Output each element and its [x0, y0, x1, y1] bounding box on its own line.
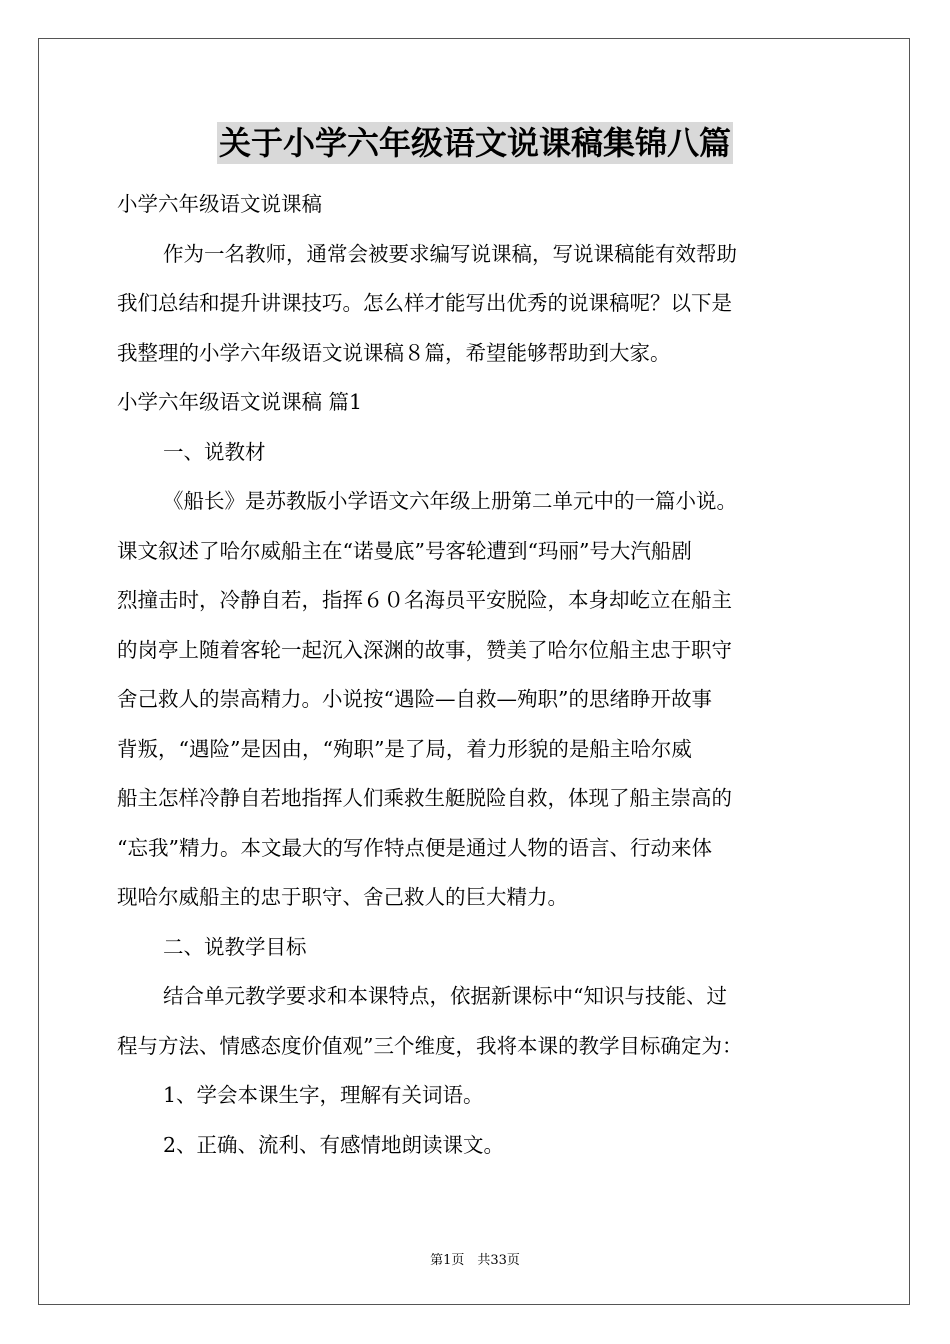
subheading: 一、说教材	[163, 439, 266, 464]
title-container	[0, 122, 950, 164]
paragraph-line: 结合单元教学要求和本课特点，依据新课标中“知识与技能、过	[163, 984, 727, 1008]
paragraph-line: 舍己救人的崇高精力。小说按“遇险—自救—殉职”的思绪睁开故事	[117, 687, 712, 711]
paragraph-line: 的岗亭上随着客轮一起沉入深渊的故事，赞美了哈尔位船主忠于职守	[117, 637, 732, 662]
paragraph-line: 程与方法、情感态度价值观”三个维度，我将本课的教学目标确定为：	[117, 1033, 743, 1058]
section-heading: 小学六年级语文说课稿	[117, 192, 322, 216]
list-item: 2、正确、流利、有感情地朗读课文。	[163, 1132, 505, 1157]
subheading: 二、说教学目标	[163, 934, 307, 959]
section-heading: 小学六年级语文说课稿 篇1	[117, 390, 363, 414]
paragraph-line: 作为一名教师，通常会被要求编写说课稿，写说课稿能有效帮助	[163, 241, 737, 266]
document-title: 关于小学六年级语文说课稿集锦八篇	[218, 124, 731, 162]
paragraph-line: 背叛，“遇险”是因由，“殉职”是了局，着力形貌的是船主哈尔威	[117, 736, 692, 761]
paragraph-line: “忘我”精力。本文最大的写作特点便是通过人物的语言、行动来体	[117, 835, 712, 860]
paragraph-line: 烈撞击时，冷静自若，指挥６０名海员平安脱险，本身却屹立在船主	[117, 588, 732, 612]
list-item: 1、学会本课生字，理解有关词语。	[163, 1083, 484, 1107]
document-body	[117, 180, 833, 1170]
paragraph-line: 课文叙述了哈尔威船主在“诺曼底”号客轮遭到“玛丽”号大汽船剧	[117, 538, 692, 563]
page-footer: 第1页 共33页	[430, 1253, 520, 1268]
paragraph-line: 我整理的小学六年级语文说课稿８篇，希望能够帮助到大家。	[117, 340, 671, 365]
paragraph-line: 《船长》是苏教版小学语文六年级上册第二单元中的一篇小说。	[163, 489, 737, 513]
paragraph-line: 现哈尔威船主的忠于职守、舍己救人的巨大精力。	[117, 885, 568, 909]
paragraph-line: 我们总结和提升讲课技巧。怎么样才能写出优秀的说课稿呢？以下是	[117, 291, 732, 315]
paragraph-line: 船主怎样冷静自若地指挥人们乘救生艇脱险自救，体现了船主崇高的	[117, 786, 732, 810]
